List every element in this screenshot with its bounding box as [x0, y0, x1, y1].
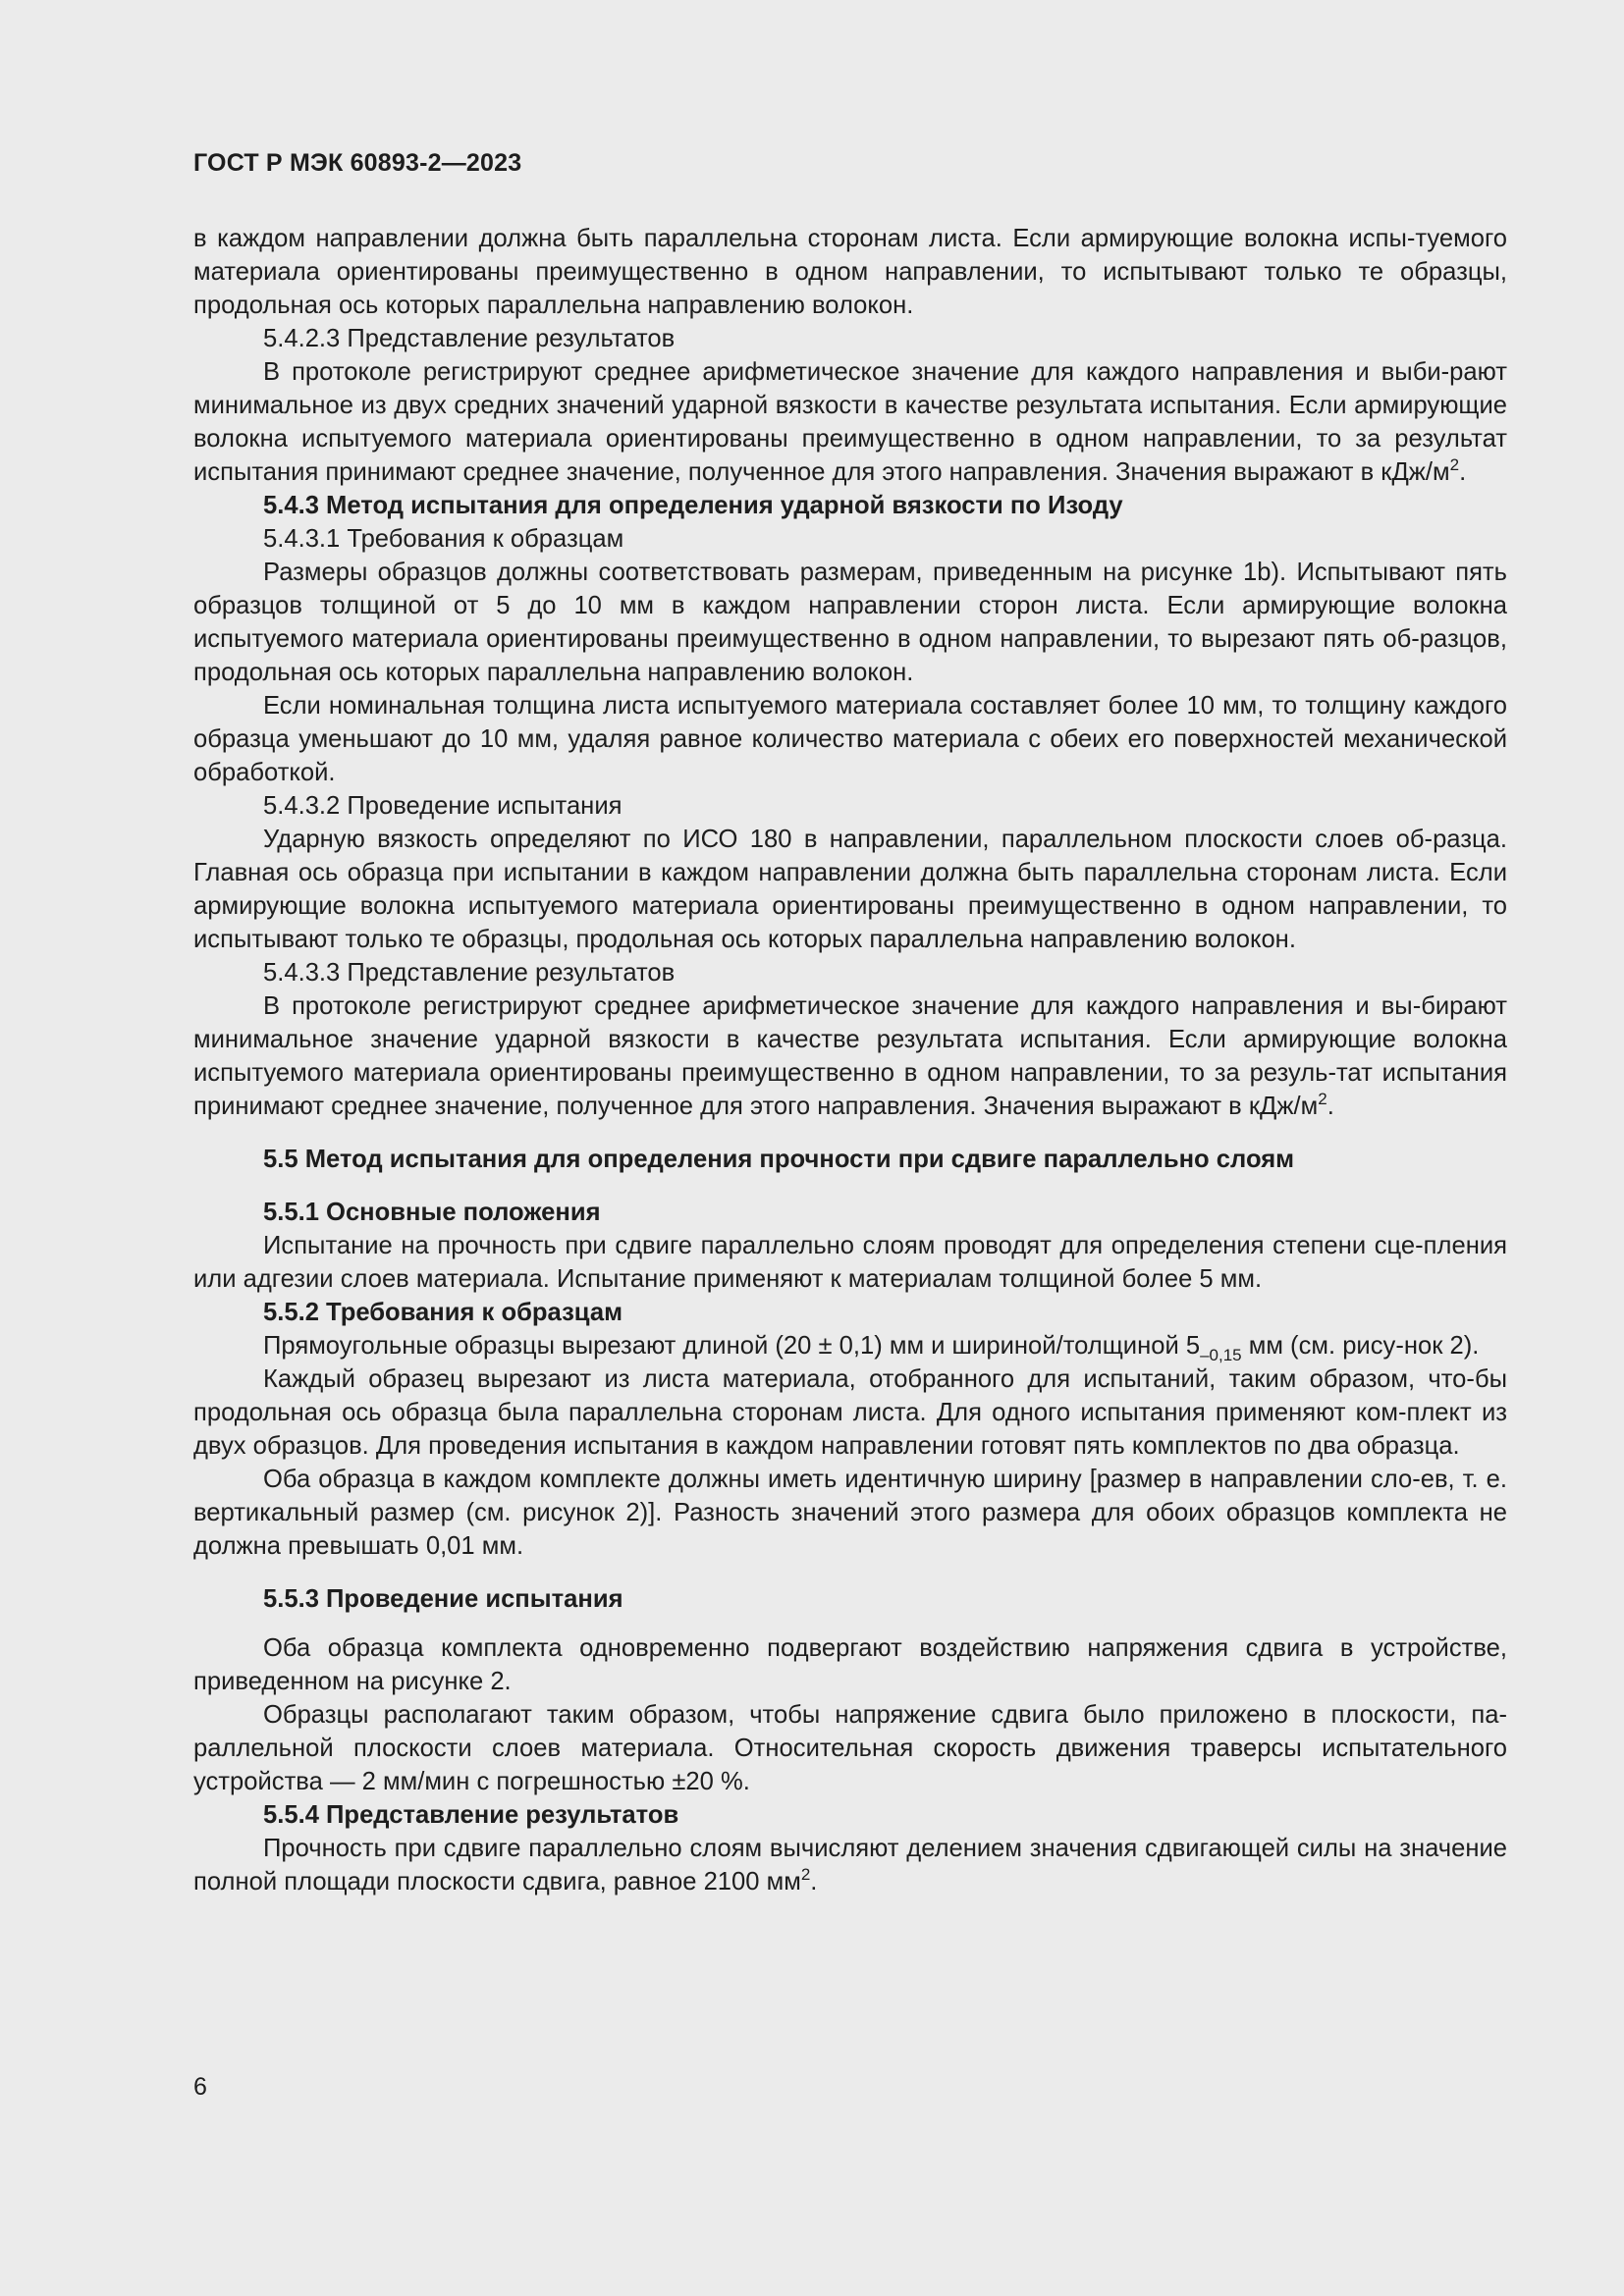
paragraph: Каждый образец вырезают из листа материала, отобранного для испытаний, таким образом, что-бы продольная ось образца была параллельна сторонам листа. Для одного испытания применяют ком-плект из двух образцов. Для проведения испытания в каждом направлении готовят пять комплектов по два образца. [193, 1365, 1507, 1460]
section-heading-5-5: 5.5 Метод испытания для определения прочности при сдвиге параллельно слоям [263, 1146, 1295, 1173]
paragraph: Размеры образцов должны соответствовать размерам, приведенным на рисунке 1b). Испытывают пять образцов толщиной от 5 до 10 мм в каждом направлении сторон листа. Если армирующие волокна испытуемого материала ориентированы преимущественно в одном направлении, то вырезают пять об-разцов, продольная ось которых параллельна направлению волокон. [193, 559, 1507, 686]
paragraph: Ударную вязкость определяют по ИСО 180 в направлении, параллельном плоскости слоев об-разца. Главная ось образца при испытании в каждом направлении должна быть параллельна сторонам листа. Если армирующие волокна испытуемого материала ориентированы преимущественно в одном направлении, то испытывают только те образцы, продольная ось которых параллельна направлению волокон. [193, 826, 1507, 953]
page-number: 6 [193, 2073, 207, 2101]
paragraph: Образцы располагают таким образом, чтобы напряжение сдвига было приложено в плоскости, па-раллельной плоскости слоев материала. Относительная скорость движения траверсы испытательного устройства — 2 мм/мин с погрешностью ±20 %. [193, 1701, 1507, 1795]
section-heading-5-5-1: 5.5.1 Основные положения [263, 1199, 601, 1226]
paragraph: В протоколе регистрируют среднее арифметическое значение для каждого направления и выби-рают минимальное из двух средних значений ударной вязкости в качестве результата испытания. Если армирующие волокна испытуемого материала ориентированы преимущественно в одном направлении, то за результат испытания принимают среднее значение, полученное для этого направления. Значения выражают в кДж/$м^2$. [193, 358, 1507, 486]
subsection-heading-5-4-2-3: 5.4.2.3 Представление результатов [263, 325, 676, 352]
subsection-heading-5-4-3-3: 5.4.3.3 Представление результатов [263, 959, 676, 987]
paragraph: Прямоугольные образцы вырезают длиной (20 ± 0,1) мм и шириной/толщиной $5_{-0,15}$ мм (см. рису-нок 2). [263, 1332, 1480, 1364]
section-heading-5-5-2: 5.5.2 Требования к образцам [263, 1299, 623, 1326]
subsection-heading-5-4-3-1: 5.4.3.1 Требования к образцам [263, 525, 624, 553]
paragraph: Если номинальная толщина листа испытуемого материала составляет более 10 мм, то толщину каждого образца уменьшают до 10 мм, удаляя равное количество материала с обеих его поверхностей механической обработкой. [193, 692, 1507, 786]
paragraph: В протоколе регистрируют среднее арифметическое значение для каждого направления и вы-бирают минимальное значение ударной вязкости в качестве результата испытания. Если армирующие волокна испытуемого материала ориентированы преимущественно в одном направлении, то за резуль-тат испытания принимают среднее значение, полученное для этого направления. Значения выражают в кДж/$м^2$. [193, 992, 1507, 1120]
paragraph: в каждом направлении должна быть параллельна сторонам листа. Если армирующие волокна испы-туемого материала ориентированы преимущественно в одном направлении, то испытывают только те образцы, продольная ось которых параллельна направлению волокон. [193, 225, 1507, 319]
subsection-heading-5-4-3-2: 5.4.3.2 Проведение испытания [263, 792, 623, 820]
section-heading-5-4-3: 5.4.3 Метод испытания для определения ударной вязкости по Изоду [263, 492, 1123, 519]
paragraph: Оба образца комплекта одновременно подвергают воздействию напряжения сдвига в устройстве, приведенном на рисунке 2. [193, 1634, 1507, 1695]
paragraph: Испытание на прочность при сдвиге параллельно слоям проводят для определения степени сце-пления или адгезии слоев материала. Испытание применяют к материалам толщиной более 5 мм. [193, 1232, 1507, 1293]
paragraph: Прочность при сдвиге параллельно слоям вычисляют делением значения сдвигающей силы на значение полной площади плоскости сдвига, равное 2100 $мм^2$. [193, 1835, 1507, 1896]
section-heading-5-5-3: 5.5.3 Проведение испытания [263, 1585, 623, 1613]
section-heading-5-5-4: 5.5.4 Представление результатов [263, 1801, 679, 1829]
paragraph: Оба образца в каждом комплекте должны иметь идентичную ширину [размер в направлении сло-ев, т. е. вертикальный размер (см. рисунок 2)]. Разность значений этого размера для обоих образцов комплекта не должна превышать 0,01 мм. [193, 1466, 1507, 1560]
document-header: ГОСТ Р МЭК 60893-2—2023 [193, 149, 522, 177]
document-body [193, 222, 1507, 1898]
